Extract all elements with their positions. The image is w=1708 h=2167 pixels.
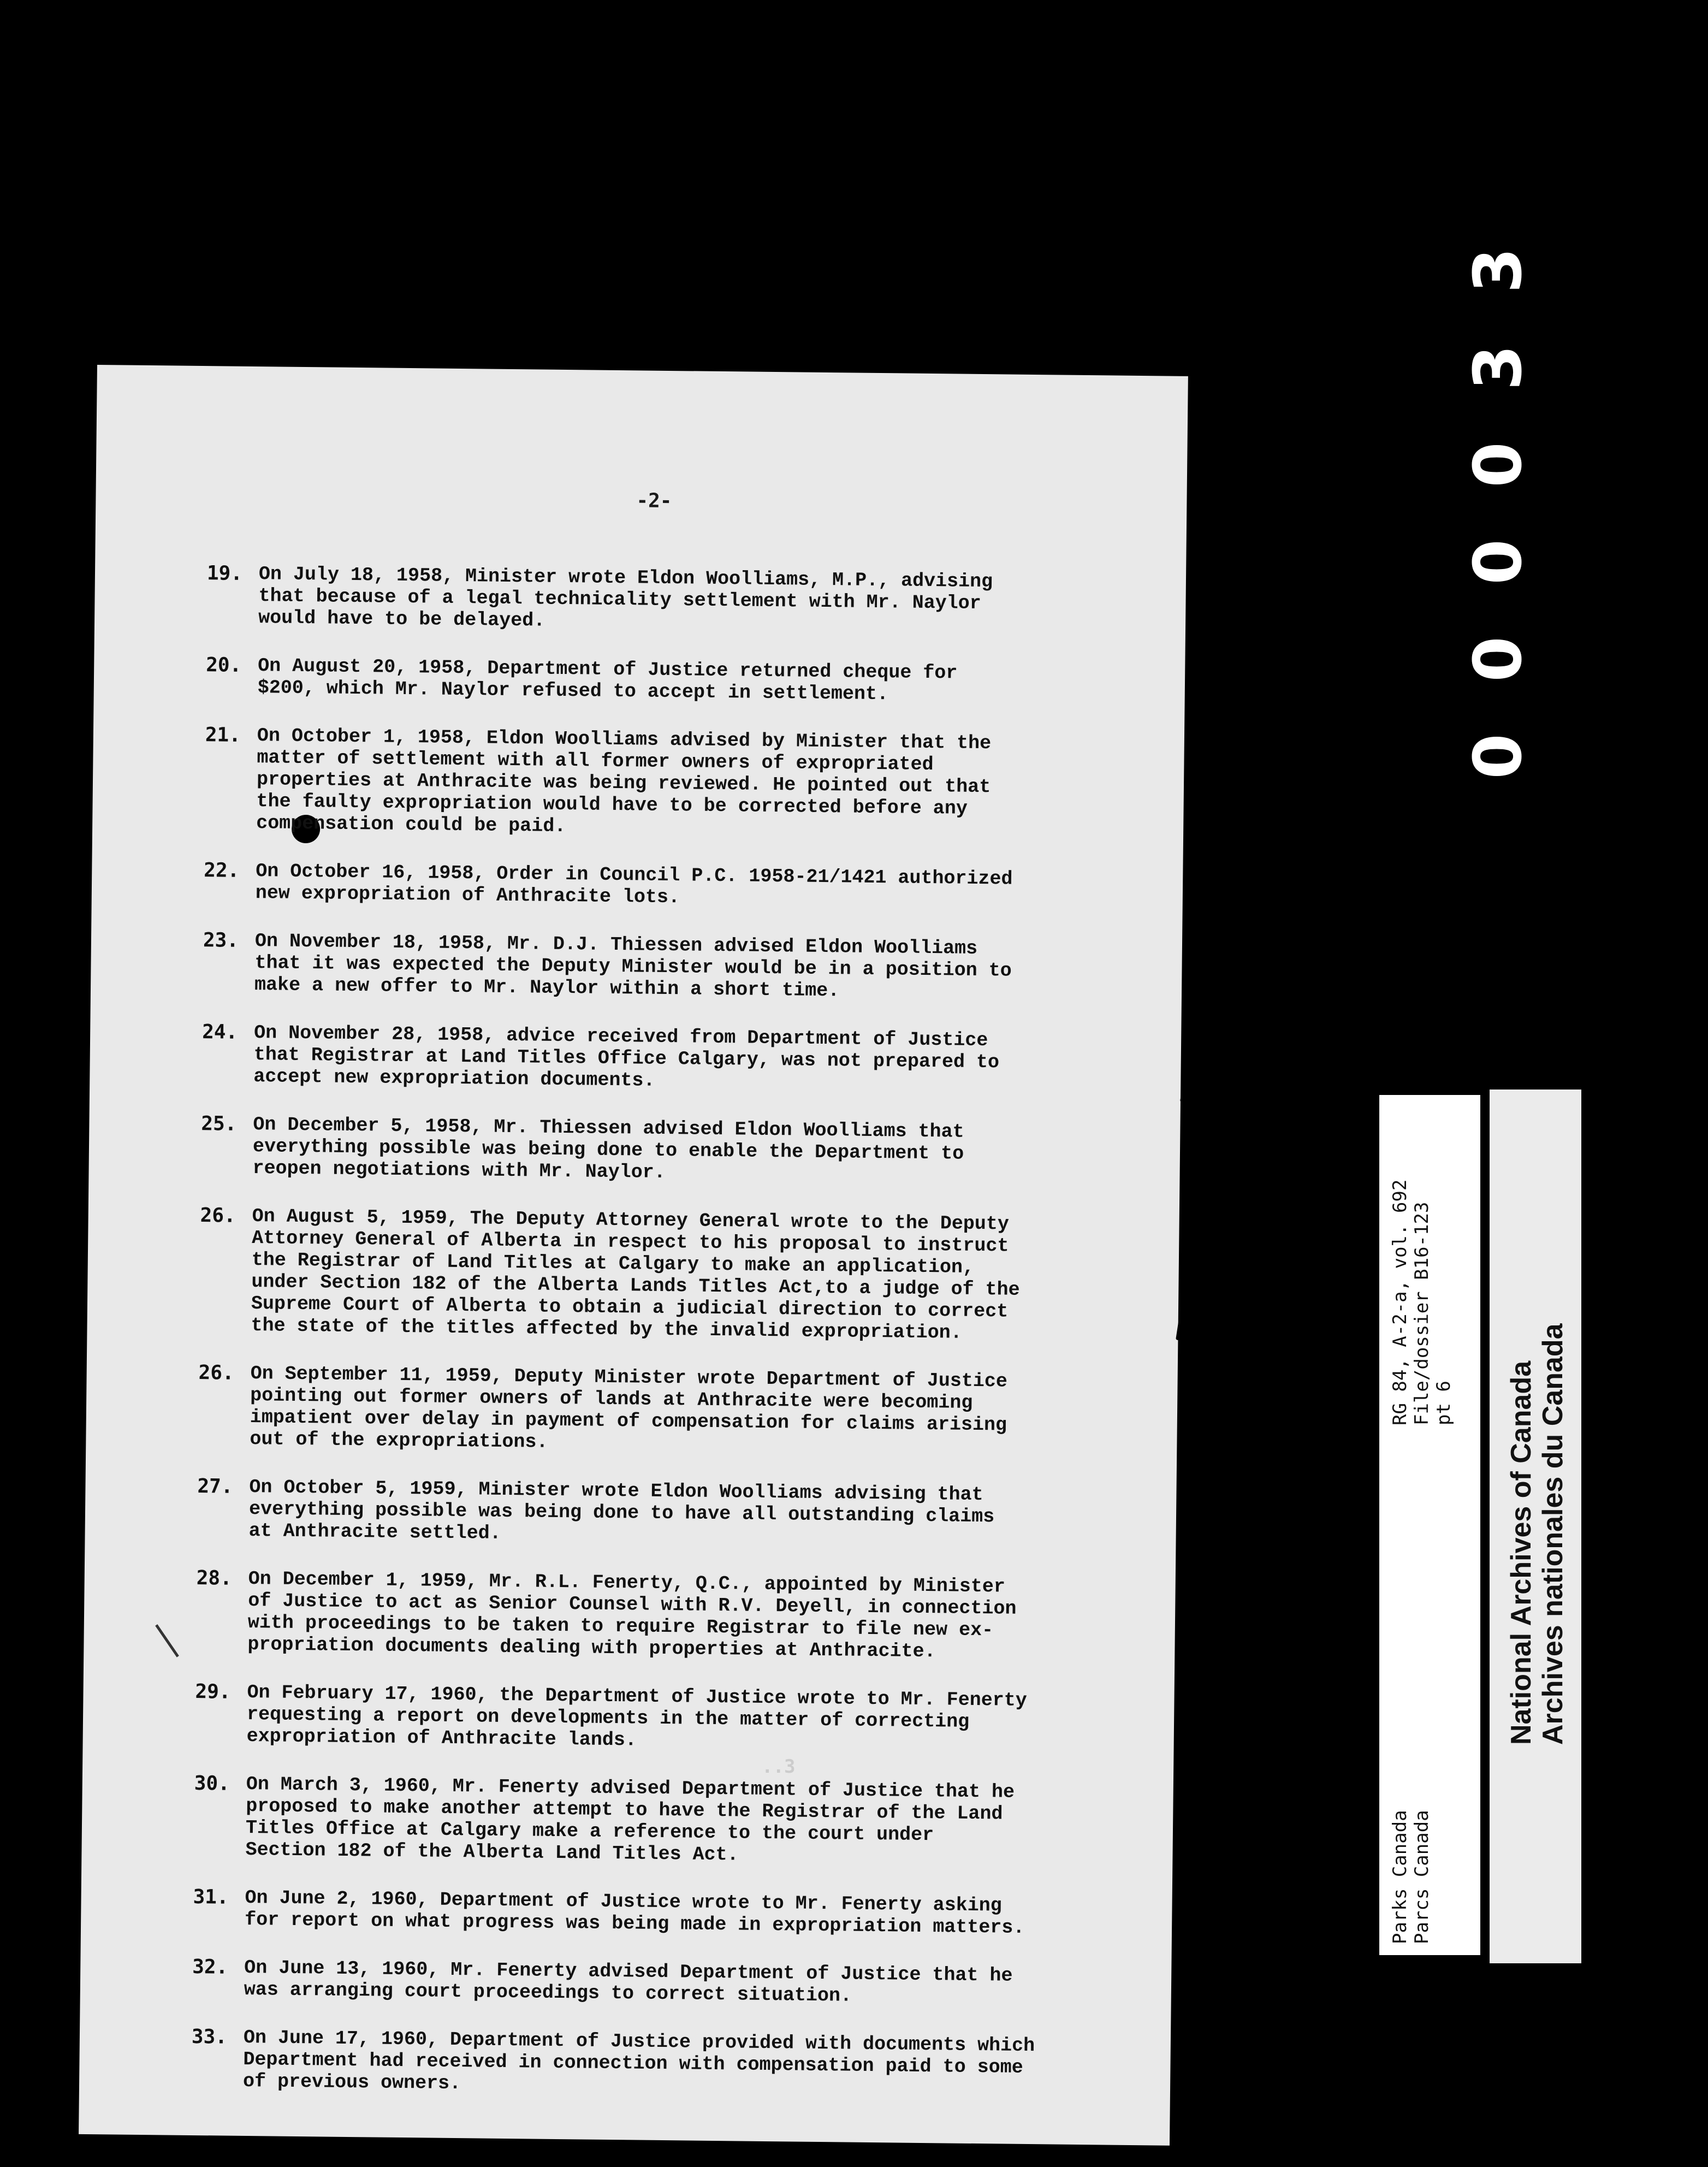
list-item (196, 1567, 1155, 1665)
archives-label (1490, 1090, 1581, 1963)
list-item (193, 1885, 1152, 1940)
entries-list (191, 562, 1165, 2128)
frame-digit: 3 (1461, 247, 1537, 293)
film-frame-number (1461, 229, 1537, 797)
entry-number: 32. (192, 1955, 228, 1979)
reference-line-1: RG 84, A-2-a, vol. 692 (1389, 1179, 1411, 1425)
list-item (203, 929, 1161, 1005)
list-item (192, 1955, 1151, 2010)
margin-mark (1179, 1589, 1187, 1649)
entry-text: On November 28, 1958, advice received from Department of Justice that Registrar at Land Titles Office Calgary, was not prepared to accept new expropriation documents. (253, 1022, 1000, 1092)
entry-number: 23. (203, 929, 239, 952)
list-item (201, 1112, 1159, 1188)
reference-label (1379, 1095, 1480, 1955)
reference-line-2: File/dossier B16-123 (1411, 1201, 1433, 1425)
entry-text: On July 18, 1958, Minister wrote Eldon Woolliams, M.P., advising that because of a legal technicality settlement with Mr. Naylor would have to be delayed. (258, 563, 993, 632)
entry-text: On October 16, 1958, Order in Council P.C. 1958-21/1421 authorized new expropriation of Anthracite lots. (255, 860, 1013, 909)
entry-text: On December 5, 1958, Mr. Thiessen advised Eldon Woolliams that everything possible was being done to enable the Department to reopen negotiations with Mr. Naylor. (252, 1114, 964, 1183)
entry-text: On February 17, 1960, the Department of Justice wrote to Mr. Fenerty requesting a report on developments in the matter of correcting expropriation of Anthracite lands. (246, 1682, 1027, 1751)
frame-digit: 0 (1461, 733, 1537, 779)
entry-text: On September 11, 1959, Deputy Minister wrote Department of Justice pointing out former owners of lands at Anthracite were becoming impatient over delay in payment of compensation for claims arising out of the expropriations. (250, 1363, 1008, 1453)
entry-text: On June 13, 1960, Mr. Fenerty advised Department of Justice that he was arranging court proceedings to correct situation. (244, 1956, 1013, 2007)
entry-number: 25. (201, 1112, 237, 1135)
entry-number: 19. (206, 562, 243, 585)
entry-text: On June 17, 1960, Department of Justice provided with documents which Department had received in connection with compensation paid to some of previous owners. (242, 2026, 1035, 2095)
list-item (197, 1475, 1155, 1551)
margin-mark (1180, 1027, 1197, 1103)
entry-text: On October 5, 1959, Minister wrote Eldon Woolliams advising that everything possible was being done to have all outstanding claims at Anthracite settled. (248, 1476, 995, 1544)
reference-line-3: pt 6 (1433, 1381, 1455, 1425)
entry-number: 30. (194, 1772, 230, 1795)
entry-number: 26. (198, 1361, 234, 1384)
list-item (198, 1361, 1157, 1459)
entry-number: 21. (205, 724, 241, 747)
entry-number: 27. (197, 1475, 233, 1498)
list-item (206, 562, 1165, 638)
frame-digit: 0 (1461, 442, 1537, 488)
frame-digit: 0 (1461, 636, 1537, 682)
list-item (195, 1680, 1154, 1756)
list-item (200, 1204, 1158, 1346)
margin-mark (1176, 2047, 1180, 2097)
margin-mark (1181, 1378, 1189, 1432)
list-item (191, 2025, 1150, 2101)
list-item (204, 859, 1163, 913)
entry-number: 22. (204, 859, 240, 882)
list-item (201, 1021, 1160, 1097)
margin-mark (1176, 1221, 1197, 1340)
entry-text: On June 2, 1960, Department of Justice wrote to Mr. Fenerty asking for report on what progress was being made in expropriation matters. (244, 1886, 1025, 1939)
margin-mark (1178, 1799, 1184, 1860)
entry-text: On October 1, 1958, Eldon Woolliams advised by Minister that the matter of settlement with all former owners of expropriated properties at Anthracite was being reviewed. He pointed out that the faulty expropriation would have to be corrected before any compensation could be paid. (256, 725, 992, 838)
entry-text: On August 20, 1958, Department of Justice returned cheque for $200, which Mr. Naylor refused to accept in settlement. (257, 655, 958, 706)
list-item (206, 654, 1165, 708)
pencil-tick (155, 1624, 179, 1657)
entry-number: 33. (191, 2025, 228, 2048)
entry-number: 26. (200, 1204, 236, 1227)
entry-text: On December 1, 1959, Mr. R.L. Fenerty, Q.C., appointed by Minister of Justice to act as Senior Counsel with R.V. Deyell, in connection with proceedings to be taken to require Registrar to file new ex- propriation documents dealing with properties at Anthracite. (247, 1568, 1017, 1663)
entry-number: 20. (206, 654, 242, 677)
entry-number: 29. (195, 1680, 231, 1703)
entry-text: On November 18, 1958, Mr. D.J. Thiessen advised Eldon Woolliams that it was expected the Deputy Minister would be in a position to make a new offer to Mr. Naylor within a short time. (254, 930, 1012, 1002)
list-item (205, 724, 1164, 843)
list-item (194, 1772, 1153, 1870)
frame-digit: 3 (1461, 345, 1537, 390)
frame-digit: 0 (1461, 539, 1537, 585)
continued-marker: ..3 (762, 1756, 796, 1778)
archives-name-fr: Archives nationales du Canada (1537, 1323, 1569, 1745)
entry-number: 24. (201, 1021, 238, 1044)
entry-text: On March 3, 1960, Mr. Fenerty advised Department of Justice that he proposed to make another attempt to have the Registrar of the Land Titles Office at Calgary make a reference to the court under Section 182 of the Alberta Land Titles Act. (245, 1773, 1015, 1866)
document-page (79, 365, 1188, 2146)
entry-number: 28. (196, 1567, 232, 1590)
agency-en: Parks Canada (1389, 1810, 1411, 1944)
entry-number: 31. (193, 1885, 229, 1909)
agency-fr: Parcs Canada (1411, 1810, 1433, 1944)
entry-text: On August 5, 1959, The Deputy Attorney General wrote to the Deputy Attorney General of Alberta in respect to his proposal to instruct the Registrar of Land Titles at Calgary to make an application, under Section 182 of the Alberta Lands Titles Act,to a judge of the Supreme Court of Alberta to obtain a judicial direction to correct the state of the titles affected by the invalid expropriation. (251, 1205, 1020, 1344)
archives-name-en: National Archives of Canada (1505, 1360, 1537, 1745)
page-number: -2- (636, 489, 672, 513)
